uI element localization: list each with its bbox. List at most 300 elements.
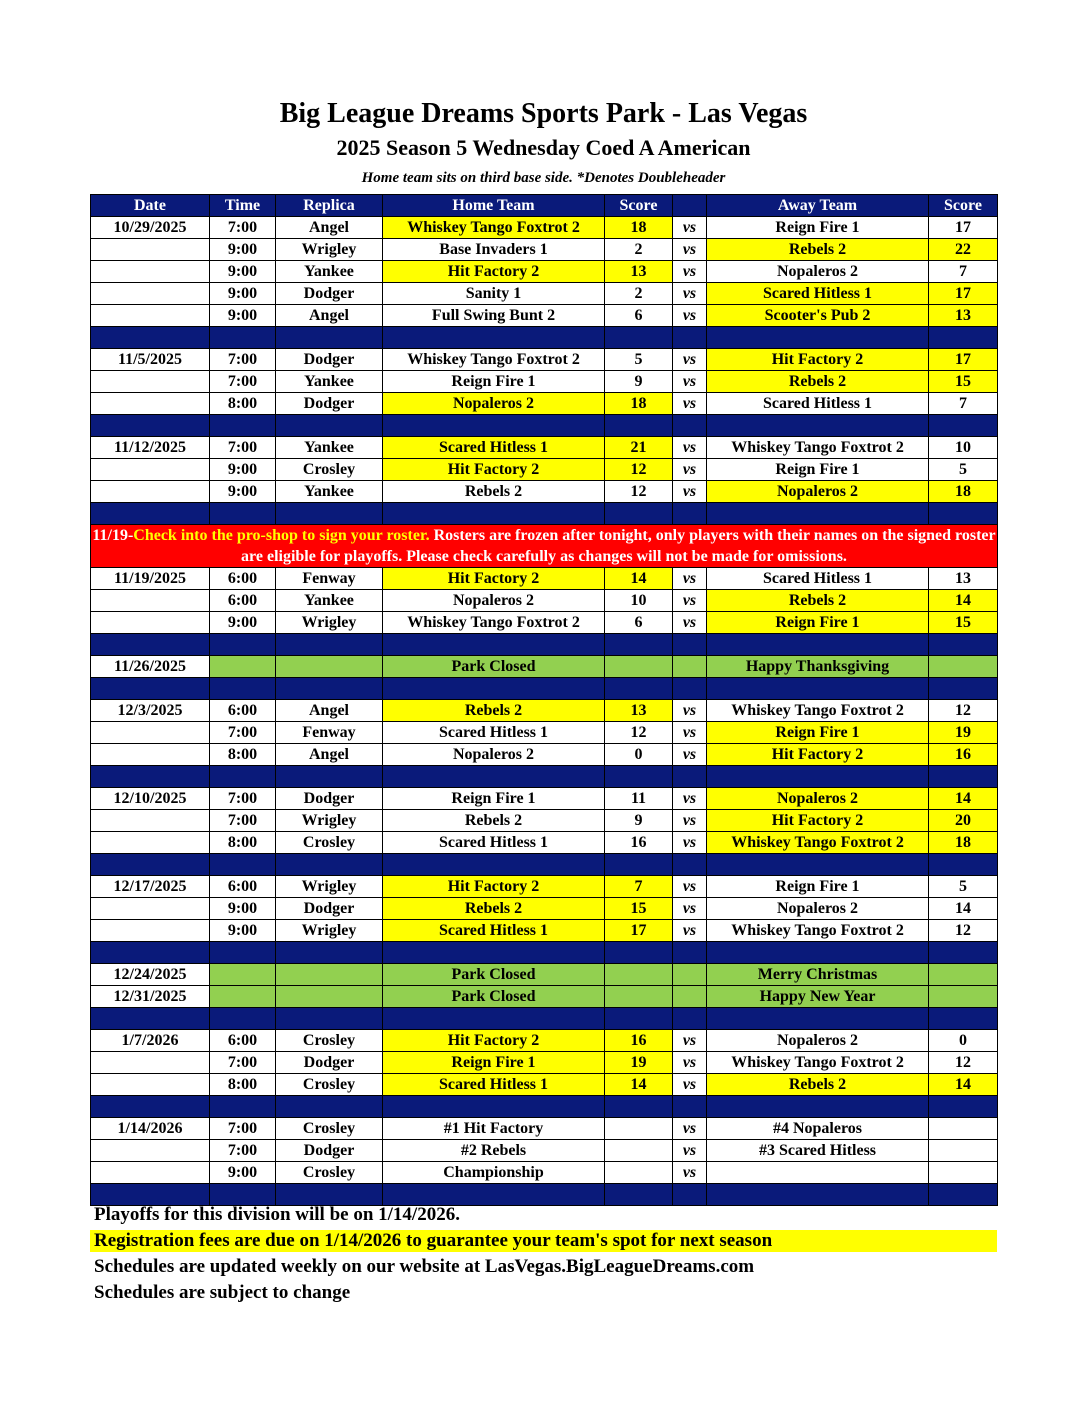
game-row: [91, 1052, 998, 1074]
separator-cell: [673, 1096, 707, 1118]
time-cell: [210, 964, 276, 986]
time-cell: 9:00: [210, 1162, 276, 1184]
away-team-cell: Nopaleros 2: [707, 898, 929, 920]
time-cell: [210, 656, 276, 678]
vs-cell: [673, 986, 707, 1008]
separator-cell: [383, 503, 605, 525]
date-cell: [91, 920, 210, 942]
replica-cell: Wrigley: [276, 810, 383, 832]
away-score-cell: 17: [929, 349, 998, 371]
date-cell: 12/17/2025: [91, 876, 210, 898]
replica-cell: Crosley: [276, 459, 383, 481]
date-cell: [91, 305, 210, 327]
home-team-cell: Full Swing Bunt 2: [383, 305, 605, 327]
home-team-cell: Sanity 1: [383, 283, 605, 305]
header-away-team: Away Team: [707, 195, 929, 217]
vs-cell: [673, 656, 707, 678]
home-team-cell: Scared Hitless 1: [383, 722, 605, 744]
closed-label: Park Closed: [383, 964, 605, 986]
separator-cell: [673, 503, 707, 525]
date-cell: 12/24/2025: [91, 964, 210, 986]
game-row: [91, 810, 998, 832]
away-team-cell: Reign Fire 1: [707, 612, 929, 634]
separator-cell: [91, 634, 210, 656]
home-team-cell: Rebels 2: [383, 898, 605, 920]
date-cell: 11/5/2025: [91, 349, 210, 371]
separator-cell: [91, 1184, 210, 1206]
date-cell: 1/14/2026: [91, 1118, 210, 1140]
separator-cell: [605, 634, 673, 656]
separator-cell: [707, 942, 929, 964]
home-team-cell: Reign Fire 1: [383, 1052, 605, 1074]
separator-cell: [929, 1184, 998, 1206]
separator-cell: [605, 415, 673, 437]
home-score-cell: 18: [605, 393, 673, 415]
separator-cell: [383, 634, 605, 656]
home-score-cell: 7: [605, 876, 673, 898]
date-cell: 11/19/2025: [91, 568, 210, 590]
date-cell: [91, 612, 210, 634]
away-team-cell: Scared Hitless 1: [707, 393, 929, 415]
separator-cell: [707, 1184, 929, 1206]
separator-cell: [929, 1096, 998, 1118]
vs-cell: vs: [673, 481, 707, 503]
replica-cell: Dodger: [276, 788, 383, 810]
separator-cell: [605, 854, 673, 876]
home-score-cell: [605, 964, 673, 986]
away-team-cell: #4 Nopaleros: [707, 1118, 929, 1140]
separator-row: [91, 634, 998, 656]
separator-row: [91, 415, 998, 437]
closed-label: Park Closed: [383, 656, 605, 678]
game-row: [91, 1030, 998, 1052]
home-score-cell: [605, 1162, 673, 1184]
vs-cell: vs: [673, 920, 707, 942]
footer-website: Schedules are updated weekly on our website at LasVegas.BigLeagueDreams.com: [94, 1256, 755, 1277]
notice-text: Rosters are frozen after tonight, only players with their names on the signed roster are eligible for playoffs. Please check carefully as changes will not be made for omissions.: [241, 527, 996, 565]
away-score-cell: [929, 1140, 998, 1162]
replica-cell: Crosley: [276, 1118, 383, 1140]
time-cell: 9:00: [210, 239, 276, 261]
game-row: [91, 722, 998, 744]
away-team-cell: Hit Factory 2: [707, 810, 929, 832]
home-score-cell: 13: [605, 261, 673, 283]
home-score-cell: 12: [605, 722, 673, 744]
time-cell: 7:00: [210, 810, 276, 832]
separator-cell: [605, 1008, 673, 1030]
game-row: [91, 832, 998, 854]
vs-cell: vs: [673, 1118, 707, 1140]
closed-label: Park Closed: [383, 986, 605, 1008]
game-row: [91, 371, 998, 393]
separator-cell: [707, 678, 929, 700]
separator-cell: [383, 766, 605, 788]
game-row: [91, 920, 998, 942]
separator-cell: [673, 942, 707, 964]
away-team-cell: Nopaleros 2: [707, 788, 929, 810]
home-score-cell: 11: [605, 788, 673, 810]
separator-cell: [210, 415, 276, 437]
game-row: [91, 393, 998, 415]
replica-cell: Wrigley: [276, 920, 383, 942]
time-cell: 8:00: [210, 744, 276, 766]
game-row: [91, 1162, 998, 1184]
time-cell: 7:00: [210, 722, 276, 744]
separator-cell: [276, 327, 383, 349]
closed-row: [91, 986, 998, 1008]
separator-row: [91, 766, 998, 788]
home-score-cell: 19: [605, 1052, 673, 1074]
time-cell: 8:00: [210, 832, 276, 854]
away-score-cell: 7: [929, 261, 998, 283]
away-team-cell: Nopaleros 2: [707, 481, 929, 503]
replica-cell: Angel: [276, 744, 383, 766]
vs-cell: vs: [673, 700, 707, 722]
closed-row: [91, 656, 998, 678]
separator-cell: [91, 503, 210, 525]
game-row: [91, 1140, 998, 1162]
vs-cell: vs: [673, 261, 707, 283]
separator-cell: [91, 415, 210, 437]
time-cell: 6:00: [210, 590, 276, 612]
vs-cell: vs: [673, 1074, 707, 1096]
separator-cell: [91, 327, 210, 349]
replica-cell: Fenway: [276, 568, 383, 590]
roster-notice-row: [91, 525, 998, 568]
home-team-cell: Rebels 2: [383, 481, 605, 503]
replica-cell: Dodger: [276, 1140, 383, 1162]
away-score-cell: 0: [929, 1030, 998, 1052]
home-score-cell: 9: [605, 810, 673, 832]
separator-cell: [276, 1008, 383, 1030]
separator-row: [91, 1008, 998, 1030]
date-cell: [91, 1140, 210, 1162]
separator-cell: [605, 766, 673, 788]
away-score-cell: 13: [929, 568, 998, 590]
date-cell: [91, 481, 210, 503]
vs-cell: vs: [673, 437, 707, 459]
date-cell: [91, 1052, 210, 1074]
separator-cell: [383, 327, 605, 349]
away-team-cell: Hit Factory 2: [707, 349, 929, 371]
separator-cell: [91, 854, 210, 876]
replica-cell: [276, 986, 383, 1008]
separator-cell: [210, 1184, 276, 1206]
time-cell: 9:00: [210, 898, 276, 920]
time-cell: 9:00: [210, 481, 276, 503]
vs-cell: vs: [673, 305, 707, 327]
away-team-cell: Whiskey Tango Foxtrot 2: [707, 700, 929, 722]
home-team-cell: Hit Factory 2: [383, 261, 605, 283]
separator-cell: [673, 415, 707, 437]
away-team-cell: Scared Hitless 1: [707, 568, 929, 590]
vs-cell: vs: [673, 1052, 707, 1074]
separator-cell: [276, 854, 383, 876]
game-row: [91, 283, 998, 305]
home-score-cell: 17: [605, 920, 673, 942]
separator-cell: [929, 327, 998, 349]
footer-change: Schedules are subject to change: [94, 1282, 351, 1303]
separator-cell: [605, 678, 673, 700]
away-score-cell: [929, 964, 998, 986]
replica-cell: [276, 964, 383, 986]
time-cell: 8:00: [210, 1074, 276, 1096]
replica-cell: Wrigley: [276, 612, 383, 634]
away-score-cell: 15: [929, 371, 998, 393]
separator-cell: [673, 1008, 707, 1030]
date-cell: 12/3/2025: [91, 700, 210, 722]
home-team-cell: Nopaleros 2: [383, 744, 605, 766]
time-cell: 9:00: [210, 305, 276, 327]
away-team-cell: Reign Fire 1: [707, 876, 929, 898]
home-score-cell: 6: [605, 612, 673, 634]
date-cell: [91, 371, 210, 393]
separator-row: [91, 503, 998, 525]
away-score-cell: 14: [929, 590, 998, 612]
header-away-score: Score: [929, 195, 998, 217]
closed-row: [91, 964, 998, 986]
home-score-cell: 12: [605, 459, 673, 481]
notice-prefix: 11/19-: [92, 527, 134, 544]
game-row: [91, 349, 998, 371]
separator-cell: [91, 1096, 210, 1118]
home-score-cell: 21: [605, 437, 673, 459]
time-cell: 7:00: [210, 1052, 276, 1074]
vs-cell: [673, 964, 707, 986]
home-team-cell: Whiskey Tango Foxtrot 2: [383, 349, 605, 371]
home-team-cell: Scared Hitless 1: [383, 920, 605, 942]
vs-cell: vs: [673, 722, 707, 744]
separator-cell: [929, 634, 998, 656]
replica-cell: Crosley: [276, 832, 383, 854]
replica-cell: Yankee: [276, 590, 383, 612]
game-row: [91, 788, 998, 810]
time-cell: 8:00: [210, 393, 276, 415]
home-score-cell: 6: [605, 305, 673, 327]
date-cell: [91, 744, 210, 766]
vs-cell: vs: [673, 568, 707, 590]
separator-cell: [673, 678, 707, 700]
separator-cell: [929, 503, 998, 525]
away-score-cell: 18: [929, 481, 998, 503]
time-cell: 9:00: [210, 283, 276, 305]
separator-cell: [673, 1184, 707, 1206]
separator-cell: [383, 854, 605, 876]
header-row: [91, 195, 998, 217]
roster-notice: [91, 525, 998, 568]
replica-cell: Dodger: [276, 349, 383, 371]
game-row: [91, 590, 998, 612]
home-team-cell: Rebels 2: [383, 700, 605, 722]
separator-cell: [707, 854, 929, 876]
separator-row: [91, 942, 998, 964]
separator-cell: [605, 942, 673, 964]
separator-cell: [91, 766, 210, 788]
header-replica: Replica: [276, 195, 383, 217]
vs-cell: vs: [673, 371, 707, 393]
away-team-cell: Nopaleros 2: [707, 261, 929, 283]
separator-cell: [210, 1008, 276, 1030]
header-time: Time: [210, 195, 276, 217]
game-row: [91, 876, 998, 898]
separator-cell: [276, 678, 383, 700]
away-team-cell: #3 Scared Hitless: [707, 1140, 929, 1162]
notice-highlight: Check into the pro-shop to sign your roster.: [133, 527, 430, 544]
replica-cell: Dodger: [276, 283, 383, 305]
date-cell: [91, 810, 210, 832]
vs-cell: vs: [673, 239, 707, 261]
game-row: [91, 700, 998, 722]
away-score-cell: 20: [929, 810, 998, 832]
home-team-cell: #2 Rebels: [383, 1140, 605, 1162]
game-row: [91, 898, 998, 920]
vs-cell: vs: [673, 393, 707, 415]
separator-cell: [707, 415, 929, 437]
home-team-cell: Scared Hitless 1: [383, 437, 605, 459]
home-score-cell: [605, 656, 673, 678]
separator-cell: [707, 1008, 929, 1030]
separator-cell: [929, 678, 998, 700]
game-row: [91, 481, 998, 503]
date-cell: 12/31/2025: [91, 986, 210, 1008]
date-cell: [91, 590, 210, 612]
separator-cell: [276, 1184, 383, 1206]
date-cell: [91, 1074, 210, 1096]
separator-cell: [929, 854, 998, 876]
game-row: [91, 744, 998, 766]
date-cell: [91, 261, 210, 283]
date-cell: [91, 283, 210, 305]
header-home-team: Home Team: [383, 195, 605, 217]
replica-cell: Dodger: [276, 898, 383, 920]
away-team-cell: Whiskey Tango Foxtrot 2: [707, 1052, 929, 1074]
page-subtitle: 2025 Season 5 Wednesday Coed A American: [336, 135, 751, 160]
vs-cell: vs: [673, 876, 707, 898]
away-score-cell: 10: [929, 437, 998, 459]
time-cell: 9:00: [210, 261, 276, 283]
separator-row: [91, 854, 998, 876]
vs-cell: vs: [673, 283, 707, 305]
away-team-cell: Whiskey Tango Foxtrot 2: [707, 920, 929, 942]
replica-cell: Wrigley: [276, 876, 383, 898]
away-score-cell: [929, 1162, 998, 1184]
replica-cell: Wrigley: [276, 239, 383, 261]
separator-cell: [605, 327, 673, 349]
home-team-cell: Nopaleros 2: [383, 393, 605, 415]
header-vs: [673, 195, 707, 217]
game-row: [91, 261, 998, 283]
home-team-cell: Rebels 2: [383, 810, 605, 832]
separator-cell: [210, 942, 276, 964]
separator-cell: [673, 634, 707, 656]
home-team-cell: Hit Factory 2: [383, 1030, 605, 1052]
home-score-cell: 12: [605, 481, 673, 503]
away-score-cell: 5: [929, 876, 998, 898]
home-score-cell: [605, 986, 673, 1008]
away-score-cell: [929, 1118, 998, 1140]
home-team-cell: Scared Hitless 1: [383, 1074, 605, 1096]
away-team-cell: [707, 1162, 929, 1184]
header-date: Date: [91, 195, 210, 217]
replica-cell: Crosley: [276, 1074, 383, 1096]
vs-cell: vs: [673, 744, 707, 766]
home-score-cell: 2: [605, 283, 673, 305]
home-team-cell: Hit Factory 2: [383, 876, 605, 898]
separator-cell: [383, 1008, 605, 1030]
home-team-cell: Base Invaders 1: [383, 239, 605, 261]
page-note: Home team sits on third base side. *Denotes Doubleheader: [361, 170, 726, 186]
time-cell: 7:00: [210, 1118, 276, 1140]
separator-cell: [210, 678, 276, 700]
date-cell: 11/12/2025: [91, 437, 210, 459]
home-team-cell: #1 Hit Factory: [383, 1118, 605, 1140]
vs-cell: vs: [673, 217, 707, 239]
home-team-cell: Nopaleros 2: [383, 590, 605, 612]
home-score-cell: 0: [605, 744, 673, 766]
home-team-cell: Reign Fire 1: [383, 788, 605, 810]
separator-cell: [929, 415, 998, 437]
separator-row: [91, 1096, 998, 1118]
holiday-label: Merry Christmas: [707, 964, 929, 986]
time-cell: 7:00: [210, 788, 276, 810]
schedule-body: [91, 217, 998, 1206]
replica-cell: Fenway: [276, 722, 383, 744]
away-score-cell: 14: [929, 788, 998, 810]
away-team-cell: Hit Factory 2: [707, 744, 929, 766]
away-score-cell: 15: [929, 612, 998, 634]
away-score-cell: 7: [929, 393, 998, 415]
home-team-cell: Whiskey Tango Foxtrot 2: [383, 612, 605, 634]
replica-cell: Angel: [276, 700, 383, 722]
separator-cell: [210, 634, 276, 656]
separator-cell: [707, 327, 929, 349]
separator-cell: [673, 854, 707, 876]
replica-cell: Yankee: [276, 481, 383, 503]
home-score-cell: 18: [605, 217, 673, 239]
date-cell: [91, 239, 210, 261]
away-score-cell: 5: [929, 459, 998, 481]
away-score-cell: 13: [929, 305, 998, 327]
separator-cell: [210, 1096, 276, 1118]
separator-cell: [383, 1096, 605, 1118]
separator-cell: [276, 766, 383, 788]
footer-registration: Registration fees are due on 1/14/2026 to guarantee your team's spot for next season: [90, 1230, 997, 1252]
away-team-cell: Rebels 2: [707, 590, 929, 612]
game-row: [91, 437, 998, 459]
separator-cell: [707, 634, 929, 656]
separator-cell: [383, 415, 605, 437]
holiday-label: Happy Thanksgiving: [707, 656, 929, 678]
home-team-cell: Scared Hitless 1: [383, 832, 605, 854]
home-score-cell: [605, 1118, 673, 1140]
away-score-cell: 12: [929, 700, 998, 722]
vs-cell: vs: [673, 349, 707, 371]
home-score-cell: 14: [605, 1074, 673, 1096]
replica-cell: Dodger: [276, 393, 383, 415]
away-team-cell: Rebels 2: [707, 239, 929, 261]
date-cell: 11/26/2025: [91, 656, 210, 678]
separator-row: [91, 678, 998, 700]
replica-cell: [276, 656, 383, 678]
date-cell: [91, 459, 210, 481]
game-row: [91, 1074, 998, 1096]
time-cell: 9:00: [210, 920, 276, 942]
separator-cell: [605, 503, 673, 525]
home-score-cell: 15: [605, 898, 673, 920]
vs-cell: vs: [673, 459, 707, 481]
away-score-cell: 19: [929, 722, 998, 744]
separator-cell: [276, 415, 383, 437]
